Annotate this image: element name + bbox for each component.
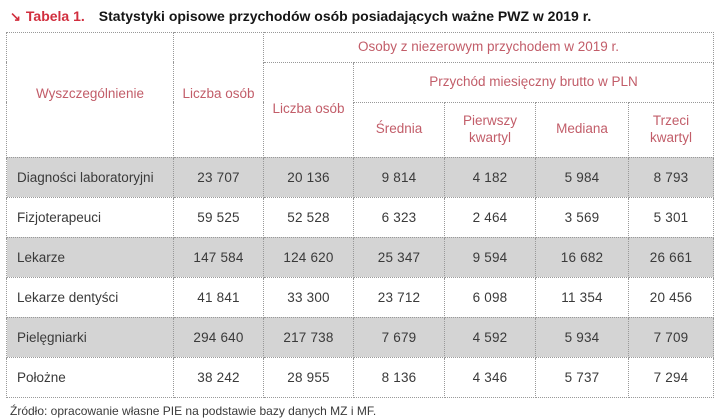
source-note: Źródło: opracowanie własne PIE na podstawie bazy danych MZ i MF. <box>10 403 377 418</box>
table-row <box>7 317 714 357</box>
value-cell: 9 594 <box>445 237 536 277</box>
value-cell: 5 934 <box>536 317 629 357</box>
value-cell: 9 814 <box>354 157 445 197</box>
col-header-specification: Wyszczególnienie <box>7 32 174 157</box>
col-header-nonzero-count: Liczba osób <box>264 62 354 157</box>
value-cell: 52 528 <box>264 197 354 237</box>
value-cell: 4 592 <box>445 317 536 357</box>
value-cell: 6 323 <box>354 197 445 237</box>
value-cell: 41 841 <box>174 277 264 317</box>
value-cell: 5 301 <box>629 197 714 237</box>
value-cell: 147 584 <box>174 237 264 277</box>
value-cell: 20 136 <box>264 157 354 197</box>
value-cell: 5 737 <box>536 357 629 397</box>
table-number-label: Tabela 1. <box>25 8 85 24</box>
group-header-monthly-gross-income: Przychód miesięczny brutto w PLN <box>354 62 714 102</box>
value-cell: 7 294 <box>629 357 714 397</box>
value-cell: 23 707 <box>174 157 264 197</box>
col-header-total-count: Liczba osób <box>174 32 264 157</box>
col-header-mean: Średnia <box>354 102 445 157</box>
col-header-first-quartile: Pierwszy kwartyl <box>445 102 536 157</box>
value-cell: 33 300 <box>264 277 354 317</box>
value-cell: 4 182 <box>445 157 536 197</box>
table-caption <box>6 6 713 32</box>
row-label-cell: Pielęgniarki <box>7 317 174 357</box>
value-cell: 16 682 <box>536 237 629 277</box>
value-cell: 38 242 <box>174 357 264 397</box>
value-cell: 26 661 <box>629 237 714 277</box>
value-cell: 294 640 <box>174 317 264 357</box>
value-cell: 59 525 <box>174 197 264 237</box>
value-cell: 217 738 <box>264 317 354 357</box>
table-row <box>7 237 714 277</box>
value-cell: 124 620 <box>264 237 354 277</box>
value-cell: 28 955 <box>264 357 354 397</box>
value-cell: 7 679 <box>354 317 445 357</box>
table-title: Statystyki opisowe przychodów osób posiadających ważne PWZ w 2019 r. <box>98 8 592 24</box>
value-cell: 5 984 <box>536 157 629 197</box>
table-ref-arrow-icon: ↘ <box>10 9 21 24</box>
row-label-cell: Lekarze dentyści <box>7 277 174 317</box>
row-label-cell: Diagności laboratoryjni <box>7 157 174 197</box>
value-cell: 25 347 <box>354 237 445 277</box>
value-cell: 2 464 <box>445 197 536 237</box>
value-cell: 3 569 <box>536 197 629 237</box>
col-header-third-quartile: Trzeci kwartyl <box>629 102 714 157</box>
table-row <box>7 157 714 197</box>
value-cell: 4 346 <box>445 357 536 397</box>
value-cell: 8 136 <box>354 357 445 397</box>
row-label-cell: Fizjoterapeuci <box>7 197 174 237</box>
group-header-nonzero-income: Osoby z niezerowym przychodem w 2019 r. <box>264 32 714 62</box>
value-cell: 20 456 <box>629 277 714 317</box>
row-label-cell: Położne <box>7 357 174 397</box>
statistics-table <box>6 32 714 398</box>
value-cell: 7 709 <box>629 317 714 357</box>
value-cell: 8 793 <box>629 157 714 197</box>
table-row <box>7 357 714 397</box>
value-cell: 23 712 <box>354 277 445 317</box>
value-cell: 11 354 <box>536 277 629 317</box>
value-cell: 6 098 <box>445 277 536 317</box>
row-label-cell: Lekarze <box>7 237 174 277</box>
table-row <box>7 277 714 317</box>
col-header-median: Mediana <box>536 102 629 157</box>
table-row <box>7 197 714 237</box>
